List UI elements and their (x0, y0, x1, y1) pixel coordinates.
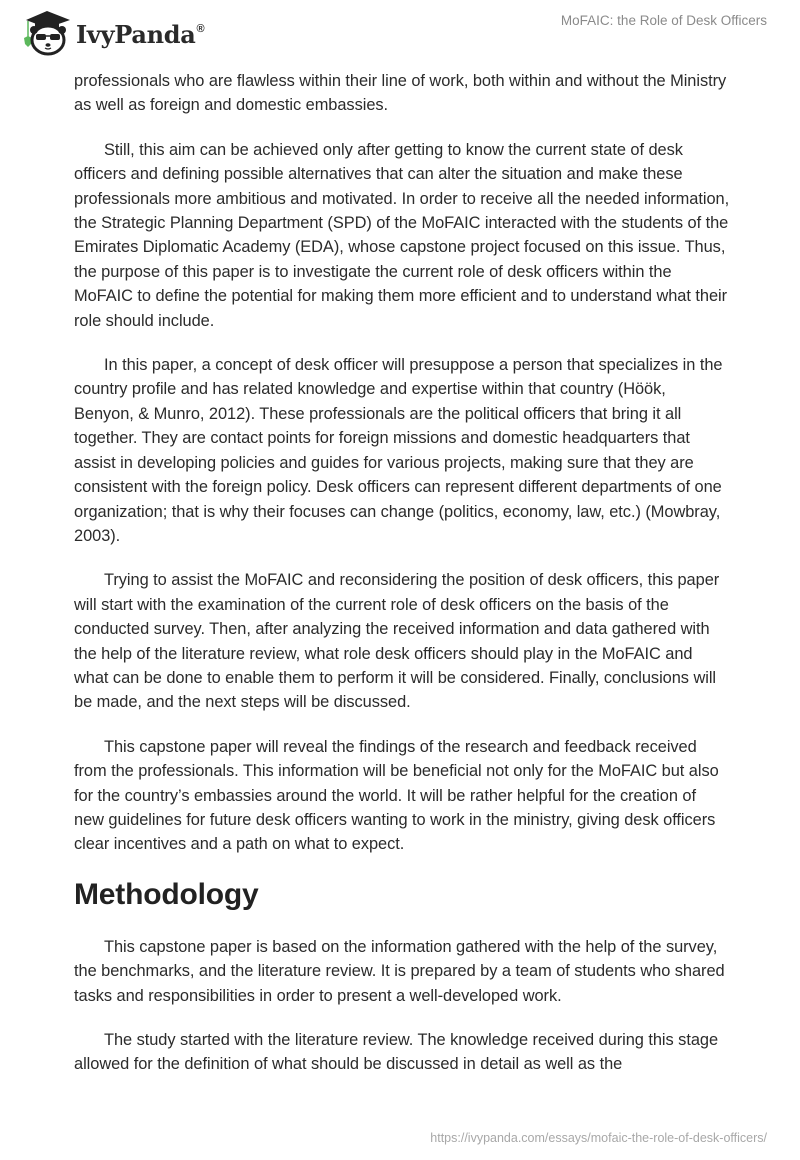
panda-graduate-icon (18, 8, 76, 56)
paragraph: This capstone paper is based on the information gathered with the help of the survey, the benchmarks, and the literature review. It is prepared by a team of students who shared tasks and responsibilities in order to present a well-developed work. (74, 937, 725, 1005)
paragraph: This capstone paper will reveal the findings of the research and feedback received from the professionals. This information will be beneficial not only for the MoFAIC but also for the country’s embassies around the world. It will be rather helpful for the creation of new guidelines for future desk officers wanting to work in the ministry, giving desk officers clear incentives and a path on what to expect. (74, 737, 719, 854)
registered-mark: ® (196, 22, 205, 35)
essay-content (74, 69, 730, 1097)
logo-text (76, 20, 204, 49)
ivypanda-logo[interactable] (18, 8, 204, 56)
page-header (0, 0, 800, 60)
paragraph: Still, this aim can be achieved only after getting to know the current state of desk officers and defining possible alternatives that can alter the situation and make these professionals more ambitious and motivated. In order to receive all the needed information, the Strategic Planning Department (SPD) of the MoFAIC interacted with the students of the Emirates Diplomatic Academy (EDA), whose capstone project focused on this issue. Thus, the purpose of this paper is to investigate the current role of desk officers within the MoFAIC to define the potential for making them more efficient and to understand what their role should include. (74, 140, 730, 330)
document-title: MoFAIC: the Role of Desk Officers (560, 13, 767, 28)
paragraph: professionals who are flawless within their line of work, both within and without the Ministry as well as foreign and domestic embassies. (74, 72, 727, 115)
paragraph: The study started with the literature review. The knowledge received during this stage allowed for the definition of what should be discussed in detail as well as the (74, 1031, 719, 1074)
source-url-link[interactable]: https://ivypanda.com/essays/mofaic-the-role-of-desk-officers/ (430, 1131, 767, 1145)
section-heading-methodology: Methodology (74, 877, 259, 911)
paragraph: In this paper, a concept of desk officer will presuppose a person that specializes in the country profile and has related knowledge and expertise within that country (Höök, Benyon, & Munro, 2012). These professionals are the political officers that bring it all together. They are contact points for foreign missions and domestic headquarters that assist in developing policies and guides for various projects, making sure that they are consistent with the foreign policy. Desk officers can represent different departments of one organization; that is why their focuses can change (politics, economy, law, etc.) (Mowbray, 2003). (74, 356, 723, 545)
paragraph: Trying to assist the MoFAIC and reconsidering the position of desk officers, this paper will start with the examination of the current role of desk officers on the basis of the conducted survey. Then, after analyzing the received information and data gathered with the help of the literature review, what role desk officers should play in the MoFAIC and what can be done to enable them to perform it will be considered. Finally, conclusions will be made, and the next steps will be discussed. (74, 571, 720, 712)
logo-wordmark: IvyPanda (76, 19, 196, 49)
